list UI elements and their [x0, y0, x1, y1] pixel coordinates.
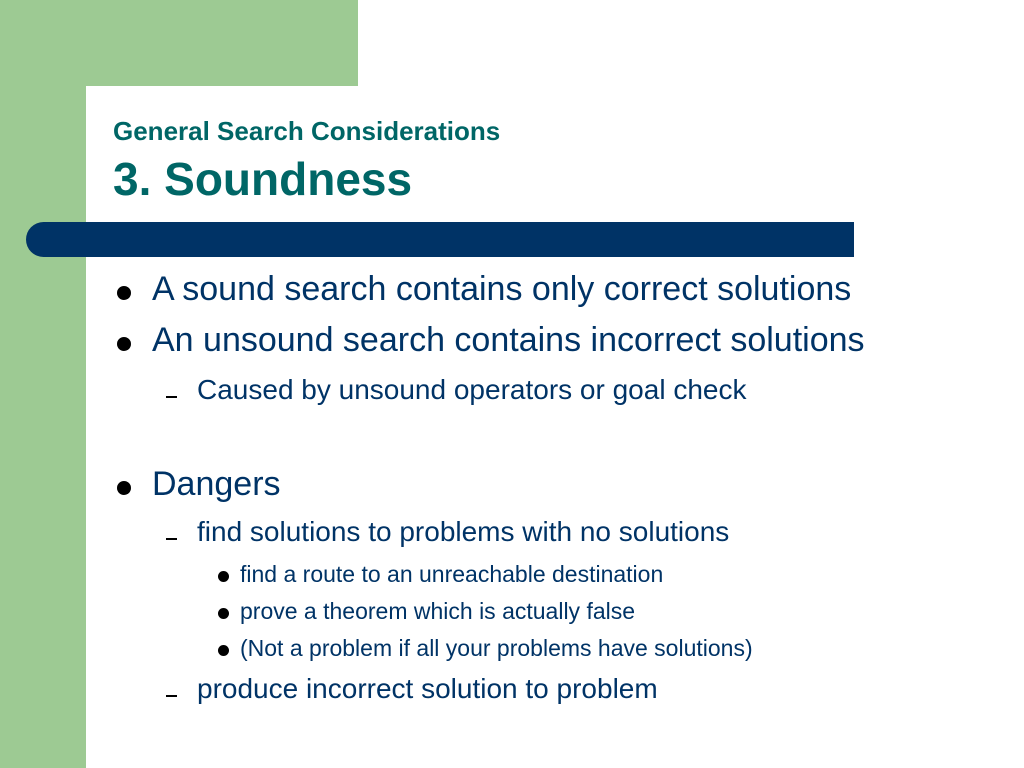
- dash-icon: [166, 695, 177, 697]
- dash-icon: [166, 538, 177, 540]
- bullet-icon: [117, 286, 131, 300]
- bullet-icon: [117, 481, 131, 495]
- subsub-unreachable-destination: find a route to an unreachable destination: [240, 561, 664, 587]
- slide-subtitle: 3. Soundness: [113, 153, 413, 205]
- small-bullet-icon: [218, 571, 229, 582]
- subsub-prove-theorem: prove a theorem which is actually false: [240, 598, 636, 624]
- dash-icon: [166, 396, 177, 398]
- bullet-unsound-search: An unsound search contains incorrect solutions: [152, 321, 865, 359]
- sub-caused-by: Caused by unsound operators or goal check: [197, 374, 747, 405]
- slide-title: General Search Considerations: [113, 116, 501, 146]
- green-left-band: [0, 0, 86, 768]
- bullet-sound-search: A sound search contains only correct solutions: [152, 270, 852, 308]
- green-top-band: [0, 0, 358, 86]
- small-bullet-icon: [218, 608, 229, 619]
- sub-find-solutions: find solutions to problems with no solutions: [197, 516, 730, 547]
- subsub-not-a-problem: (Not a problem if all your problems have solutions): [240, 635, 753, 661]
- title-underline-bar: [26, 222, 854, 257]
- bullet-icon: [117, 337, 131, 351]
- bullet-dangers: Dangers: [152, 465, 281, 503]
- sub-produce-incorrect: produce incorrect solution to problem: [197, 673, 658, 704]
- small-bullet-icon: [218, 645, 229, 656]
